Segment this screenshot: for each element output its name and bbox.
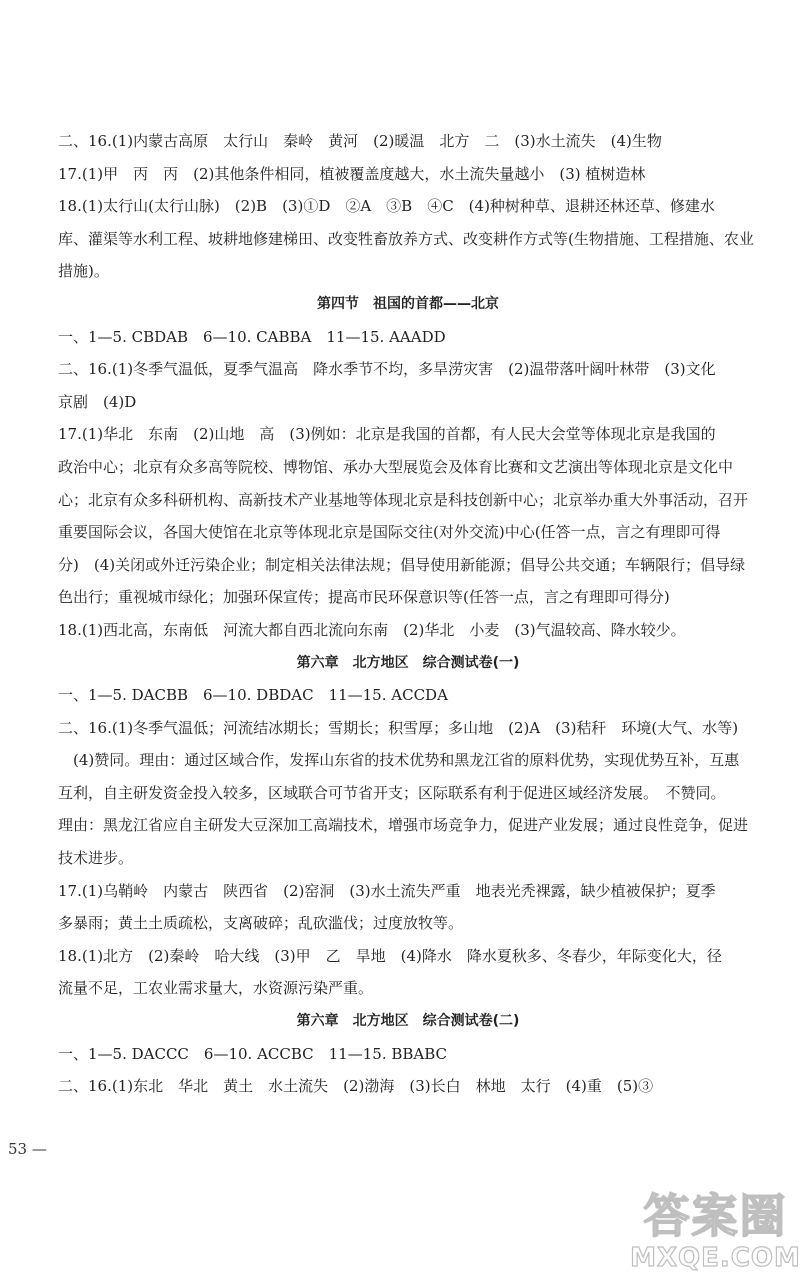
answer-line: 措施)。 bbox=[58, 262, 109, 281]
answer-line: 二、16.(1)内蒙古高原 太行山 秦岭 黄河 (2)暖温 北方 二 (3)水土流失 (4)生物 bbox=[58, 132, 662, 150]
answer-line: 二、16.(1)冬季气温低；河流结冰期长；雪期长；积雪厚；多山地 (2)A (3)秸秆 环境(大气、水等) bbox=[58, 718, 739, 737]
answer-line: 二、16.(1)东北 华北 黄土 水土流失 (2)渤海 (3)长白 林地 太行 (4)重 (5)③ bbox=[58, 1077, 654, 1096]
answer-line: 一、1—5. DACCC 6—10. ACCBC 11—15. BBABC bbox=[58, 1044, 448, 1063]
answer-line: 库、灌渠等水利工程、坡耕地修建梯田、改变牲畜放养方式、改变耕作方式等(生物措施、工程措施、农业 bbox=[58, 229, 754, 248]
answer-line: 18.(1)北方 (2)秦岭 哈大线 (3)甲 乙 旱地 (4)降水 降水夏秋多、冬春少，年际变化大，径 bbox=[58, 946, 722, 965]
answer-line: 多暴雨；黄土土质疏松，支离破碎；乱砍滥伐；过度放牧等。 bbox=[58, 914, 464, 933]
answer-line: 17.(1)华北 东南 (2)山地 高 (3)例如：北京是我国的首都，有人民大会堂等体现北京是我国的 bbox=[58, 425, 716, 444]
answer-line: 技术进步。 bbox=[58, 849, 134, 868]
answer-line: 流量不足，工农业需求量大，水资源污染严重。 bbox=[58, 979, 374, 998]
answer-line: 18.(1)西北高，东南低 河流大都自西北流向东南 (2)华北 小麦 (3)气温较高、降水较少。 bbox=[58, 620, 686, 639]
answer-line: 理由：黑龙江省应自主研发大豆深加工高端技术，增强市场竞争力，促进产业发展；通过良性竞争，促进 bbox=[58, 816, 749, 835]
watermark bbox=[628, 1190, 803, 1276]
section-heading: 第六章 北方地区 综合测试卷(二) bbox=[296, 1013, 520, 1030]
answer-line: 一、1—5. CBDAB 6—10. CABBA 11—15. AAADD bbox=[58, 327, 446, 346]
section-heading: 第四节 祖国的首都——北京 bbox=[317, 295, 499, 312]
watermark-url: MXQE.COM bbox=[630, 1243, 801, 1273]
answer-line: 色出行；重视城市绿化；加强环保宣传；提高市民环保意识等(任答一点，言之有理即可得分) bbox=[58, 588, 670, 607]
answer-line: 互利，自主研发资金投入较多，区域联合可节省开支；区际联系有利于促进区域经济发展。 不赞同。 bbox=[58, 783, 726, 802]
answer-line: (4)赞同。理由：通过区域合作，发挥山东省的技术优势和黑龙江省的原料优势，实现优势互补，互惠 bbox=[58, 751, 740, 770]
answer-line: 17.(1)甲 丙 丙 (2)其他条件相同，植被覆盖度越大，水土流失量越小 (3) 植树造林 bbox=[58, 164, 646, 183]
answer-line: 17.(1)乌鞘岭 内蒙古 陕西省 (2)窑洞 (3)水土流失严重 地表光秃裸露，缺少植被保护；夏季 bbox=[58, 881, 716, 900]
answer-line: 政治中心；北京有众多高等院校、博物馆、承办大型展览会及体育比赛和文艺演出等体现北京是文化中 bbox=[58, 457, 734, 476]
section-heading: 第六章 北方地区 综合测试卷(一) bbox=[296, 654, 520, 671]
page-number: 53 — bbox=[8, 1140, 47, 1158]
answer-line: 重要国际会议，各国大使馆在北京等体现北京是国际交往(对外交流)中心(任答一点，言之有理即可得 bbox=[58, 523, 721, 542]
answer-line: 分) (4)关闭或外迁污染企业；制定相关法律法规；倡导使用新能源；倡导公共交通；车辆限行；倡导绿 bbox=[58, 555, 746, 574]
answer-line: 二、16.(1)冬季气温低，夏季气温高 降水季节不均，多旱涝灾害 (2)温带落叶阔叶林带 (3)文化 bbox=[58, 360, 716, 379]
answer-line: 心；北京有众多科研机构、高新技术产业基地等体现北京是科技创新中心；北京举办重大外事活动，召开 bbox=[58, 490, 749, 509]
answer-line: 京剧 (4)D bbox=[58, 392, 137, 411]
answer-content bbox=[58, 125, 758, 1103]
answer-line: 一、1—5. DACBB 6—10. DBDAC 11—15. ACCDA bbox=[58, 686, 448, 705]
watermark-logo: 答案圈 bbox=[643, 1189, 788, 1243]
answer-line: 18.(1)太行山(太行山脉) (2)B (3)①D ②A ③B ④C (4)种树种草、退耕还林还草、修建水 bbox=[58, 197, 715, 216]
